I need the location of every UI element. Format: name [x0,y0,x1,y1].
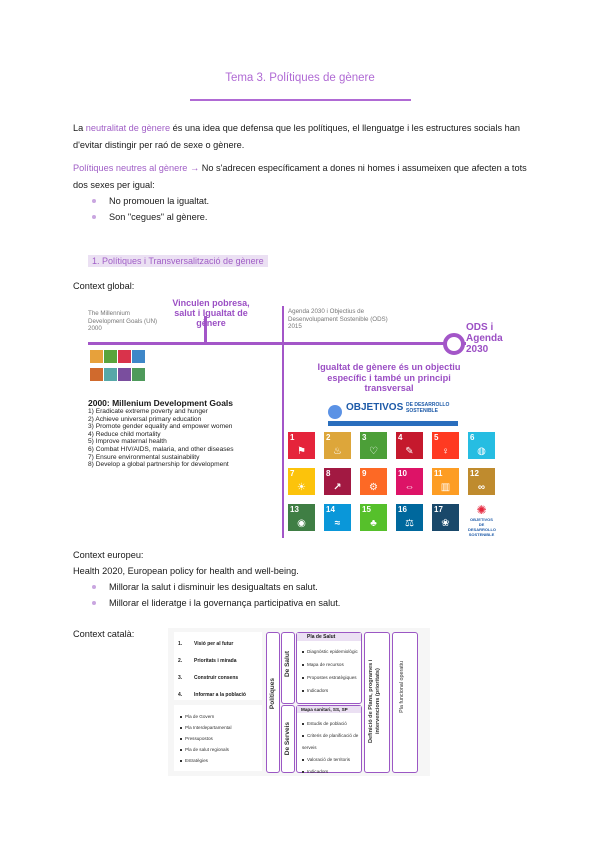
bullet-dot-icon [302,677,304,679]
list-item: Son "cegues" al gènere. [73,210,513,226]
title-underline [190,99,411,101]
sdg-goal-icon: ⚑ [297,446,306,457]
context-cat-label: Context català: [73,629,135,639]
mdg-goal-icon [132,368,145,381]
item-number: 2. [178,658,183,664]
cat-lower-list [180,711,231,766]
list-item: No promouen la igualtat. [73,194,513,210]
mdg-goal-icon [104,368,117,381]
sdg-source: Agenda 2030 i Objectius de Desenvolupament Sostenible (ODS) 2015 [288,308,388,330]
timeline-line [88,342,466,345]
sdg-tile [288,432,315,459]
sdg-goal-icon: ♣ [370,518,377,529]
sdg-number: 8 [326,469,331,478]
list-item [302,730,361,754]
section-heading: 1. Polítiques i Transversalització de gènere [88,255,268,267]
item-text: Pla de Govern [185,714,215,719]
objetivos-sub: DE DESARROLLO SOSTENIBLE [406,402,450,414]
pla-salut-list [302,645,358,697]
sdg-tile [468,468,495,495]
sdg-goal-icon: ⚙ [369,482,378,493]
list-item [302,684,358,697]
sdg-grid [288,432,512,544]
sdg-goal-icon: ◉ [297,518,306,529]
sdg-tile [432,504,459,531]
sdg-heading: Igualtat de gènere és un objectiu específic i també un principi transversal [317,362,461,393]
list-item [302,658,358,671]
sdg-number: 13 [290,505,299,514]
sdg-number: 16 [398,505,407,514]
un-logo-icon [328,405,342,419]
sdg-tile [324,468,351,495]
item-text: Pla de salut regionals [185,747,229,752]
list-item [302,671,358,684]
sdg-number: 7 [290,469,295,478]
list-item [180,755,231,766]
list-item: 4) Reduce child mortality [88,430,161,438]
item-text: Visió per al futur [194,641,234,647]
sdg-number: 12 [470,469,479,478]
sdg-goal-icon: ❀ [441,518,450,529]
intro-part1: La [73,123,86,133]
bullet-dot-icon [180,716,182,718]
mdg-goal-icon [118,350,131,363]
item-text: Mapa de recursos [307,662,344,667]
sdg-tile [288,468,315,495]
list-item [302,754,361,766]
neutral-bullets [73,194,513,225]
sdg-wheel-icon: ✺ [476,503,487,517]
mdg-list [88,408,276,469]
list-item [178,670,246,687]
mdg-title: 2000: Millenium Development Goals [88,398,234,408]
sdg-tile [288,504,315,531]
sdg-number: 9 [362,469,367,478]
context-global-label: Context global: [73,281,135,291]
sdg-goal-icon: ◍ [477,446,486,457]
global-goals-figure [88,296,512,546]
bullet-dot-icon [180,738,182,740]
sdg-tile [432,432,459,459]
bullet-dot-icon [302,664,304,666]
objetivos-title: OBJETIVOS [346,402,404,413]
item-text: Pla Interdepartamental [185,725,232,730]
sdg-tile [432,468,459,495]
sdg-goal-icon: ⚖ [405,518,414,529]
list-item [178,653,246,670]
definicio-label: Definició de Plans, programes i intervencions (prioritats) [368,659,381,743]
list-item: 3) Promote gender equality and empower women [88,423,233,431]
mdg-goal-icon [90,350,103,363]
list-item: 5) Improve maternal health [88,438,167,446]
bullet-dot-icon [302,735,304,737]
mdg-goal-icon [104,350,117,363]
list-item [178,636,246,653]
sdg-number: 11 [434,469,443,478]
item-text: Indicadors [307,688,329,693]
pla-salut-title: Pla de Salut [297,633,361,641]
sdg-goal-icon: ↗ [333,482,342,493]
sdg-number: 6 [470,433,475,442]
sdg-goal-icon: ♡ [369,446,378,457]
list-item [178,687,246,704]
list-item [302,766,361,778]
mdg-icons [90,350,150,386]
sdg-logo-caption: OBJETIVOS DE DESARROLLO SOSTENIBLE [468,517,496,537]
item-text: Pressupostos [185,736,213,741]
bullet-dot-icon [302,771,304,773]
sdg-number: 17 [434,505,443,514]
sdg-goal-icon: ♨ [333,446,342,457]
item-text: Valoració de territoris [307,757,351,762]
bullet-dot-icon [180,760,182,762]
sdg-number: 10 [398,469,407,478]
item-text: Criteris de planificació de serveis [302,733,359,750]
timeline-circle-icon [443,333,465,355]
page-title: Tema 3. Polítiques de gènere [225,72,375,84]
sdg-tile [324,504,351,531]
intro-paragraph [73,120,533,154]
catalan-context-figure [168,628,430,776]
item-text: Prioritats i mirada [194,658,237,664]
sdg-number: 4 [398,433,403,442]
sdg-tile [396,468,423,495]
bullet-dot-icon [180,727,182,729]
list-item [302,718,361,730]
sdg-goal-icon: ☀ [297,482,306,493]
list-item: Millorar la salut i disminuir les desigualtats en salut. [73,580,513,596]
sdg-tile [468,432,495,459]
intro-highlight: neutralitat de gènere [85,123,171,133]
mdg-goal-icon [90,368,103,381]
sdg-goal-icon: ≈ [334,518,341,529]
list-item: 7) Ensure environmental sustainability [88,453,200,461]
health-2020: Health 2020, European policy for health and well-being. [73,566,299,576]
neutral-paragraph [73,160,533,194]
sdg-number: 1 [290,433,295,442]
sdg-tile [360,504,387,531]
mdg-goal-icon [132,350,145,363]
item-number: 3. [178,675,183,681]
sdg-logo-tile [468,503,496,537]
sdg-number: 15 [362,505,371,514]
mdg-header: Vinculen pobresa, salut i Igualtat de gènere [172,298,250,328]
bullet-dot-icon [302,759,304,761]
sdg-number: 5 [434,433,439,442]
sdg-tile [396,504,423,531]
item-text: Diagnòstic epidemiològic [307,649,358,654]
europe-bullets [73,580,513,611]
item-number: 4. [178,692,183,698]
intro-part2: és una idea que defensa que les polítiques, el llenguatge i les estructures socials han d'evitar distingir per raó de sexe o gènere. [73,123,520,150]
item-text: Construir consens [194,675,239,681]
ods-label: ODS i Agenda 2030 [466,322,503,355]
mdg-goal-icon [118,368,131,381]
pla-funcional-label: Pla funcional operatiu [399,661,405,713]
sdg-goal-icon: ✎ [405,446,414,457]
mapa-list [302,718,361,778]
divider-line [282,306,284,538]
sdg-number: 2 [326,433,331,442]
politiques-label: Polítiques [269,678,276,710]
list-item [180,711,231,722]
sdg-tile [324,432,351,459]
list-item: Millorar el lideratge i la governança participativa en salut. [73,596,513,612]
list-item [180,733,231,744]
list-item: 6) Combat HIV/AIDS, malaria, and other diseases [88,445,234,453]
sdg-tile [360,432,387,459]
list-item [180,744,231,755]
de-serveis-label: De Serveis [284,722,291,756]
sdg-goal-icon: ∞ [477,482,486,493]
bullet-dot-icon [302,690,304,692]
item-text: Propostes estratègiques [307,675,357,680]
sdg-tile [396,432,423,459]
list-item: 2) Achieve universal primary education [88,415,202,423]
sdg-number: 14 [326,505,335,514]
item-number: 1. [178,641,183,647]
mapa-title: Mapa sanitari, SS, SP [297,706,361,713]
mdg-source: The Millennium Development Goals (UN) 2000 [88,310,158,332]
list-item: 1) Eradicate extreme poverty and hunger [88,408,208,415]
list-item [302,645,358,658]
list-item: 8) Develop a global partnership for development [88,461,229,469]
neutral-text: No s'adrecen específicament a dones ni homes i assumeixen que afecten a tots dos sexes per igual: [73,163,527,190]
bullet-dot-icon [180,749,182,751]
bullet-dot-icon [302,723,304,725]
item-text: Indicadors [307,769,329,774]
context-europe-label: Context europeu: [73,550,144,560]
sdg-tile [360,468,387,495]
bullet-dot-icon [302,651,304,653]
sdg-goal-icon: ⇔ [404,482,415,493]
item-text: Estudis de població [307,721,347,726]
cat-numbered-list [178,636,246,704]
item-text: Informar a la població [194,692,246,698]
sdg-number: 3 [362,433,367,442]
sdg-goal-icon: ♀ [441,446,450,457]
neutral-highlight: Polítiques neutres al gènere → [73,163,200,173]
item-text: Estratègies [185,758,208,763]
de-salut-label: De Salut [284,651,291,678]
sdg-goal-icon: ▥ [440,482,451,493]
list-item [180,722,231,733]
